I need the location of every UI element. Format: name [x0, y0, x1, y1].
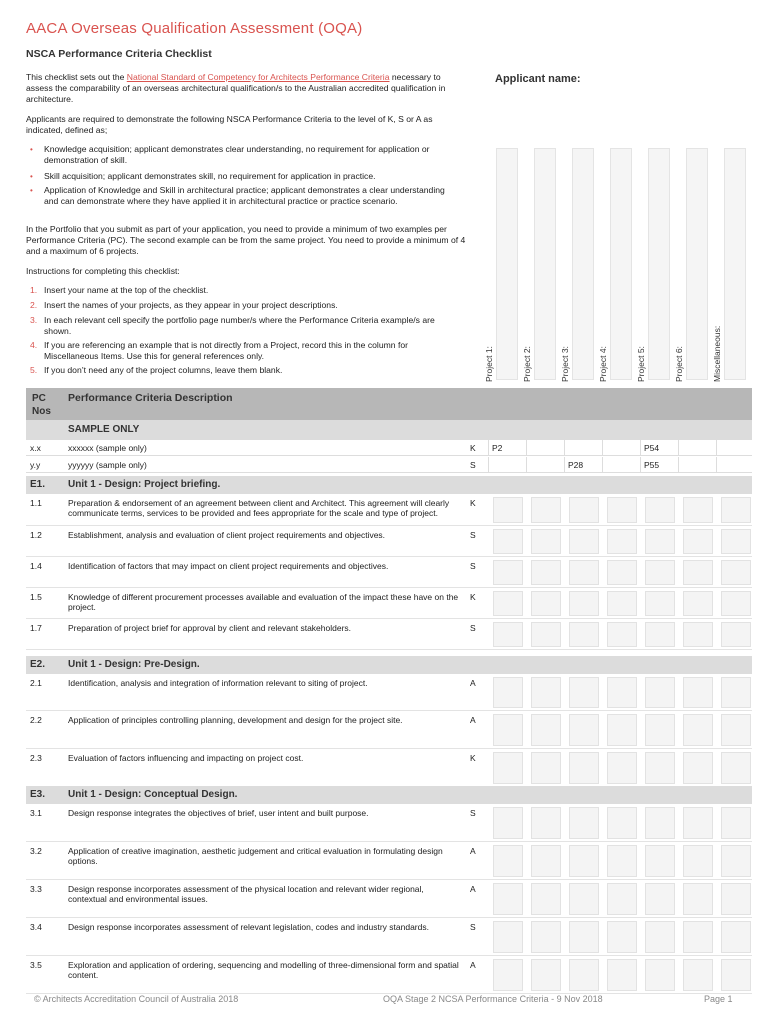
bullet-item — [30, 144, 460, 166]
pc-description: Exploration and application of ordering, sequencing and modelling of three-dimensional form and spatial content. — [68, 960, 459, 980]
intro-paragraph-2: Applicants are required to demonstrate the following NSCA Performance Criteria to the level of K, S or A as indicated, defined as; — [26, 114, 433, 135]
project-column-label — [672, 322, 686, 382]
portfolio-page-input[interactable] — [683, 807, 713, 839]
pc-level: A — [470, 678, 476, 688]
portfolio-page-input[interactable] — [607, 959, 637, 991]
portfolio-page-input[interactable] — [569, 560, 599, 585]
project-column-box[interactable] — [534, 148, 556, 380]
portfolio-page-input[interactable] — [683, 560, 713, 585]
pc-level: K — [470, 753, 476, 763]
instruction-number: 1. — [30, 285, 38, 295]
section-header — [26, 656, 752, 674]
portfolio-page-input[interactable] — [531, 883, 561, 915]
pc-level: K — [470, 592, 476, 602]
instruction-item — [30, 300, 470, 311]
footer-doc-title: OQA Stage 2 NCSA Performance Criteria - 9 Nov 2018 — [383, 994, 603, 1004]
pc-header-text: PC Nos — [32, 393, 51, 417]
portfolio-page-input[interactable] — [531, 752, 561, 784]
portfolio-page-input[interactable] — [645, 752, 675, 784]
criteria-row — [26, 842, 752, 880]
portfolio-page-input[interactable] — [645, 714, 675, 746]
sample-cell — [602, 457, 640, 473]
instruction-item — [30, 315, 470, 337]
pc-level: K — [470, 498, 476, 508]
portfolio-page-input[interactable] — [721, 883, 751, 915]
portfolio-page-input[interactable] — [721, 591, 751, 616]
section-title: Unit 1 - Design: Pre-Design. — [68, 659, 200, 670]
portfolio-page-input[interactable] — [569, 591, 599, 616]
portfolio-page-input[interactable] — [721, 714, 751, 746]
portfolio-page-input[interactable] — [569, 752, 599, 784]
project-column-label-text: Project 2: — [522, 346, 532, 382]
pc-level: S — [470, 460, 476, 470]
portfolio-page-input[interactable] — [531, 921, 561, 953]
sample-cell — [678, 440, 716, 456]
intro-paragraph-3: In the Portfolio that you submit as part of your application, you need to provide a minimum of two examples per Performance Criteria (PC). The second example can be from the same project. You need to provide a minimum of 4 and a maximum of 6 projects. — [26, 224, 466, 256]
sample-cell: P2 — [488, 440, 526, 456]
portfolio-page-input[interactable] — [607, 529, 637, 554]
portfolio-page-input[interactable] — [683, 959, 713, 991]
portfolio-page-input[interactable] — [569, 622, 599, 647]
project-column-label — [634, 322, 648, 382]
pc-level: A — [470, 846, 476, 856]
portfolio-page-input[interactable] — [607, 807, 637, 839]
portfolio-page-input[interactable] — [721, 921, 751, 953]
portfolio-page-input[interactable] — [531, 591, 561, 616]
portfolio-page-input[interactable] — [645, 883, 675, 915]
portfolio-page-input[interactable] — [569, 921, 599, 953]
pc-description: Identification, analysis and integration of information relevant to siting of project. — [68, 678, 368, 688]
project-column-label-text: Project 1: — [484, 346, 494, 382]
section-title: Unit 1 - Design: Conceptual Design. — [68, 789, 238, 800]
project-column-box[interactable] — [496, 148, 518, 380]
portfolio-page-input[interactable] — [683, 591, 713, 616]
pc-description: Identification of factors that may impact on client project requirements and objectives. — [68, 561, 389, 571]
project-column-label-text: Project 6: — [674, 346, 684, 382]
portfolio-page-input[interactable] — [721, 845, 751, 877]
criteria-row — [26, 619, 752, 650]
portfolio-page-input[interactable] — [683, 529, 713, 554]
project-column-box[interactable] — [610, 148, 632, 380]
sample-heading — [26, 420, 752, 440]
pc-description: Preparation of project brief for approval by client and relevant stakeholders. — [68, 623, 352, 633]
project-column-label — [482, 322, 496, 382]
pc-description: Knowledge of different procurement processes available and evaluation of the impact these have on the project. — [68, 592, 459, 612]
portfolio-page-input[interactable] — [493, 807, 523, 839]
portfolio-page-input[interactable] — [569, 845, 599, 877]
portfolio-page-input[interactable] — [531, 714, 561, 746]
portfolio-page-input[interactable] — [493, 714, 523, 746]
criteria-row — [26, 588, 752, 619]
sample-row — [26, 457, 752, 473]
project-column-label-text: Project 5: — [636, 346, 646, 382]
criteria-row — [26, 749, 752, 787]
bullet-item — [30, 171, 460, 182]
sample-row — [26, 440, 752, 456]
pc-nos-header — [32, 392, 51, 418]
intro-text: This checklist sets out the — [26, 72, 127, 82]
criteria-row — [26, 711, 752, 749]
project-column-box[interactable] — [686, 148, 708, 380]
intro-text: necessary to assess the comparability of an overseas architectural qualification/s to the Australian accredited qualification in architecture. — [26, 72, 446, 104]
instruction-text: If you don’t need any of the project columns, leave them blank. — [44, 365, 283, 375]
sample-cell: P54 — [640, 440, 678, 456]
pc-number: 1.7 — [30, 623, 42, 633]
pc-number: x.x — [30, 443, 41, 453]
pc-level: A — [470, 884, 476, 894]
instruction-number: 2. — [30, 300, 38, 310]
sample-cell — [716, 440, 754, 456]
portfolio-page-input[interactable] — [683, 622, 713, 647]
portfolio-page-input[interactable] — [645, 921, 675, 953]
portfolio-page-input[interactable] — [721, 497, 751, 523]
portfolio-page-input[interactable] — [493, 497, 523, 523]
portfolio-page-input[interactable] — [569, 529, 599, 554]
portfolio-page-input[interactable] — [569, 959, 599, 991]
pc-number: 3.4 — [30, 922, 42, 932]
portfolio-page-input[interactable] — [531, 845, 561, 877]
pc-number: 3.2 — [30, 846, 42, 856]
portfolio-page-input[interactable] — [607, 560, 637, 585]
description-header: Performance Criteria Description — [68, 392, 233, 404]
portfolio-page-input[interactable] — [683, 752, 713, 784]
instruction-item — [30, 340, 470, 362]
portfolio-page-input[interactable] — [493, 529, 523, 554]
sample-cell — [602, 440, 640, 456]
sample-cell: P55 — [640, 457, 678, 473]
project-column-box[interactable] — [648, 148, 670, 380]
section-code: E2. — [30, 659, 46, 670]
portfolio-page-input[interactable] — [493, 845, 523, 877]
project-column-label-text: Project 3: — [560, 346, 570, 382]
section-header — [26, 476, 752, 494]
pc-description: Design response incorporates assessment of relevant legislation, codes and industry standards. — [68, 922, 429, 932]
bullet-text: Skill acquisition; applicant demonstrates skill, no requirement for application in practice. — [44, 171, 376, 181]
criteria-row — [26, 494, 752, 526]
portfolio-page-input[interactable] — [721, 959, 751, 991]
portfolio-page-input[interactable] — [531, 622, 561, 647]
pc-description: Preparation & endorsement of an agreement between client and Architect. This agreement will clearly communicate terms, services to be provided and fees appropriate for the scale and type of project. — [68, 498, 450, 518]
instruction-item — [30, 285, 470, 296]
portfolio-page-input[interactable] — [721, 529, 751, 554]
portfolio-page-input[interactable] — [721, 677, 751, 708]
portfolio-page-input[interactable] — [607, 752, 637, 784]
footer-copyright: © Architects Accreditation Council of Australia 2018 — [34, 994, 239, 1004]
pc-description: Evaluation of factors influencing and impacting on project cost. — [68, 753, 304, 763]
instruction-text: In each relevant cell specify the portfolio page number/s where the Performance Criteria example/s are shown. — [44, 315, 435, 336]
pc-level: K — [470, 443, 476, 453]
sample-cell — [564, 440, 602, 456]
pc-number: 2.1 — [30, 678, 42, 688]
portfolio-page-input[interactable] — [721, 560, 751, 585]
bullet-icon: • — [30, 145, 33, 154]
section-title: Unit 1 - Design: Project briefing. — [68, 479, 221, 490]
portfolio-page-input[interactable] — [683, 921, 713, 953]
sample-cell — [678, 457, 716, 473]
portfolio-page-input[interactable] — [721, 807, 751, 839]
portfolio-page-input[interactable] — [721, 752, 751, 784]
project-column-label — [596, 322, 610, 382]
portfolio-page-input[interactable] — [645, 959, 675, 991]
portfolio-page-input[interactable] — [607, 845, 637, 877]
portfolio-page-input[interactable] — [607, 921, 637, 953]
sample-cell — [716, 457, 754, 473]
portfolio-page-input[interactable] — [493, 677, 523, 708]
sample-cell: P28 — [564, 457, 602, 473]
portfolio-page-input[interactable] — [569, 883, 599, 915]
pc-level: S — [470, 561, 476, 571]
pc-number: 1.5 — [30, 592, 42, 602]
sample-cell — [526, 457, 564, 473]
portfolio-page-input[interactable] — [569, 807, 599, 839]
portfolio-page-input[interactable] — [645, 622, 675, 647]
criteria-row — [26, 526, 752, 557]
bullet-icon: • — [30, 172, 33, 181]
portfolio-page-input[interactable] — [607, 677, 637, 708]
pc-number: 1.1 — [30, 498, 42, 508]
instruction-number: 5. — [30, 365, 38, 375]
portfolio-page-input[interactable] — [607, 622, 637, 647]
pc-level: A — [470, 715, 476, 725]
pc-number: 3.5 — [30, 960, 42, 970]
pc-level: S — [470, 922, 476, 932]
portfolio-page-input[interactable] — [493, 752, 523, 784]
bullet-icon: • — [30, 186, 33, 195]
pc-level: S — [470, 623, 476, 633]
portfolio-page-input[interactable] — [569, 497, 599, 523]
criteria-row — [26, 557, 752, 588]
portfolio-page-input[interactable] — [645, 591, 675, 616]
nsca-link[interactable]: National Standard of Competency for Architects Performance Criteria — [126, 72, 390, 82]
pc-number: 2.2 — [30, 715, 42, 725]
criteria-row — [26, 804, 752, 842]
portfolio-page-input[interactable] — [645, 529, 675, 554]
portfolio-page-input[interactable] — [683, 497, 713, 523]
portfolio-page-input[interactable] — [493, 622, 523, 647]
criteria-row — [26, 956, 752, 994]
portfolio-page-input[interactable] — [645, 560, 675, 585]
pc-level: S — [470, 530, 476, 540]
project-column-label — [558, 322, 572, 382]
section-code: E3. — [30, 789, 46, 800]
pc-description: Design response integrates the objectives of brief, user intent and built purpose. — [68, 808, 369, 818]
criteria-row — [26, 880, 752, 918]
project-column-label-text: Project 4: — [598, 346, 608, 382]
page-title: AACA Overseas Qualification Assessment (OQA) — [26, 20, 363, 37]
pc-level: A — [470, 960, 476, 970]
pc-number: 1.2 — [30, 530, 42, 540]
pc-number: 3.3 — [30, 884, 42, 894]
bullet-text: Application of Knowledge and Skill in architectural practice; applicant demonstrates a clear understanding and can demonstrate where they have applied it in architectural practice or practice scenario. — [44, 185, 445, 206]
intro-paragraph-1 — [26, 72, 466, 105]
pc-number: 1.4 — [30, 561, 42, 571]
pc-number: 3.1 — [30, 808, 42, 818]
portfolio-page-input[interactable] — [493, 591, 523, 616]
sample-cell — [526, 440, 564, 456]
sample-cell — [488, 457, 526, 473]
bullet-text: Knowledge acquisition; applicant demonstrates clear understanding, no requirement for application or demonstration of skill. — [44, 144, 430, 165]
criteria-row — [26, 918, 752, 956]
portfolio-page-input[interactable] — [531, 807, 561, 839]
portfolio-page-input[interactable] — [645, 845, 675, 877]
portfolio-page-input[interactable] — [607, 591, 637, 616]
pc-number: y.y — [30, 460, 41, 470]
pc-level: S — [470, 808, 476, 818]
portfolio-page-input[interactable] — [493, 883, 523, 915]
project-column-label — [520, 322, 534, 382]
portfolio-page-input[interactable] — [493, 959, 523, 991]
portfolio-page-input[interactable] — [645, 677, 675, 708]
pc-description: Establishment, analysis and evaluation of client project requirements and objectives. — [68, 530, 386, 540]
portfolio-page-input[interactable] — [493, 560, 523, 585]
section-header — [26, 786, 752, 804]
instructions-heading: Instructions for completing this checklist: — [26, 266, 180, 276]
bullet-item — [30, 185, 460, 218]
pc-description: xxxxxx (sample only) — [68, 443, 147, 453]
table-header — [26, 388, 752, 420]
instruction-number: 4. — [30, 340, 38, 350]
portfolio-page-input[interactable] — [569, 714, 599, 746]
portfolio-page-input[interactable] — [645, 497, 675, 523]
portfolio-page-input[interactable] — [721, 622, 751, 647]
portfolio-page-input[interactable] — [531, 959, 561, 991]
project-column-label — [710, 322, 724, 382]
project-column-box[interactable] — [724, 148, 746, 380]
portfolio-page-input[interactable] — [493, 921, 523, 953]
instruction-item — [30, 365, 470, 376]
portfolio-page-input[interactable] — [531, 560, 561, 585]
instruction-number: 3. — [30, 315, 38, 325]
portfolio-page-input[interactable] — [683, 883, 713, 915]
pc-number: 2.3 — [30, 753, 42, 763]
pc-description: yyyyyy (sample only) — [68, 460, 147, 470]
portfolio-page-input[interactable] — [569, 677, 599, 708]
criteria-row — [26, 674, 752, 711]
instruction-text: Insert your name at the top of the checklist. — [44, 285, 209, 295]
pc-description: Application of principles controlling planning, development and design for the project site. — [68, 715, 403, 725]
instruction-text: Insert the names of your projects, as they appear in your project descriptions. — [44, 300, 338, 310]
applicant-name-label: Applicant name: — [495, 73, 581, 85]
portfolio-page-input[interactable] — [683, 677, 713, 708]
portfolio-page-input[interactable] — [683, 714, 713, 746]
portfolio-page-input[interactable] — [645, 807, 675, 839]
project-column-label-text: Miscellaneous: — [712, 325, 722, 382]
portfolio-page-input[interactable] — [531, 497, 561, 523]
pc-description: Application of creative imagination, aesthetic judgement and critical evaluation in formulating design options. — [68, 846, 443, 866]
portfolio-page-input[interactable] — [531, 677, 561, 708]
instruction-text: If you are referencing an example that is not directly from a Project, record this in the column for Miscellaneous Items. Use this for general references only. — [44, 340, 408, 361]
portfolio-page-input[interactable] — [607, 714, 637, 746]
portfolio-page-input[interactable] — [607, 497, 637, 523]
page-subtitle: NSCA Performance Criteria Checklist — [26, 48, 212, 60]
project-column-box[interactable] — [572, 148, 594, 380]
section-code: E1. — [30, 479, 46, 490]
sample-heading-text: SAMPLE ONLY — [68, 424, 140, 435]
pc-description: Design response incorporates assessment of the physical location and relevant wider regional, contextual and environmental issues. — [68, 884, 424, 904]
portfolio-page-input[interactable] — [607, 883, 637, 915]
portfolio-page-input[interactable] — [683, 845, 713, 877]
portfolio-page-input[interactable] — [531, 529, 561, 554]
footer-page-number: Page 1 — [704, 994, 733, 1004]
